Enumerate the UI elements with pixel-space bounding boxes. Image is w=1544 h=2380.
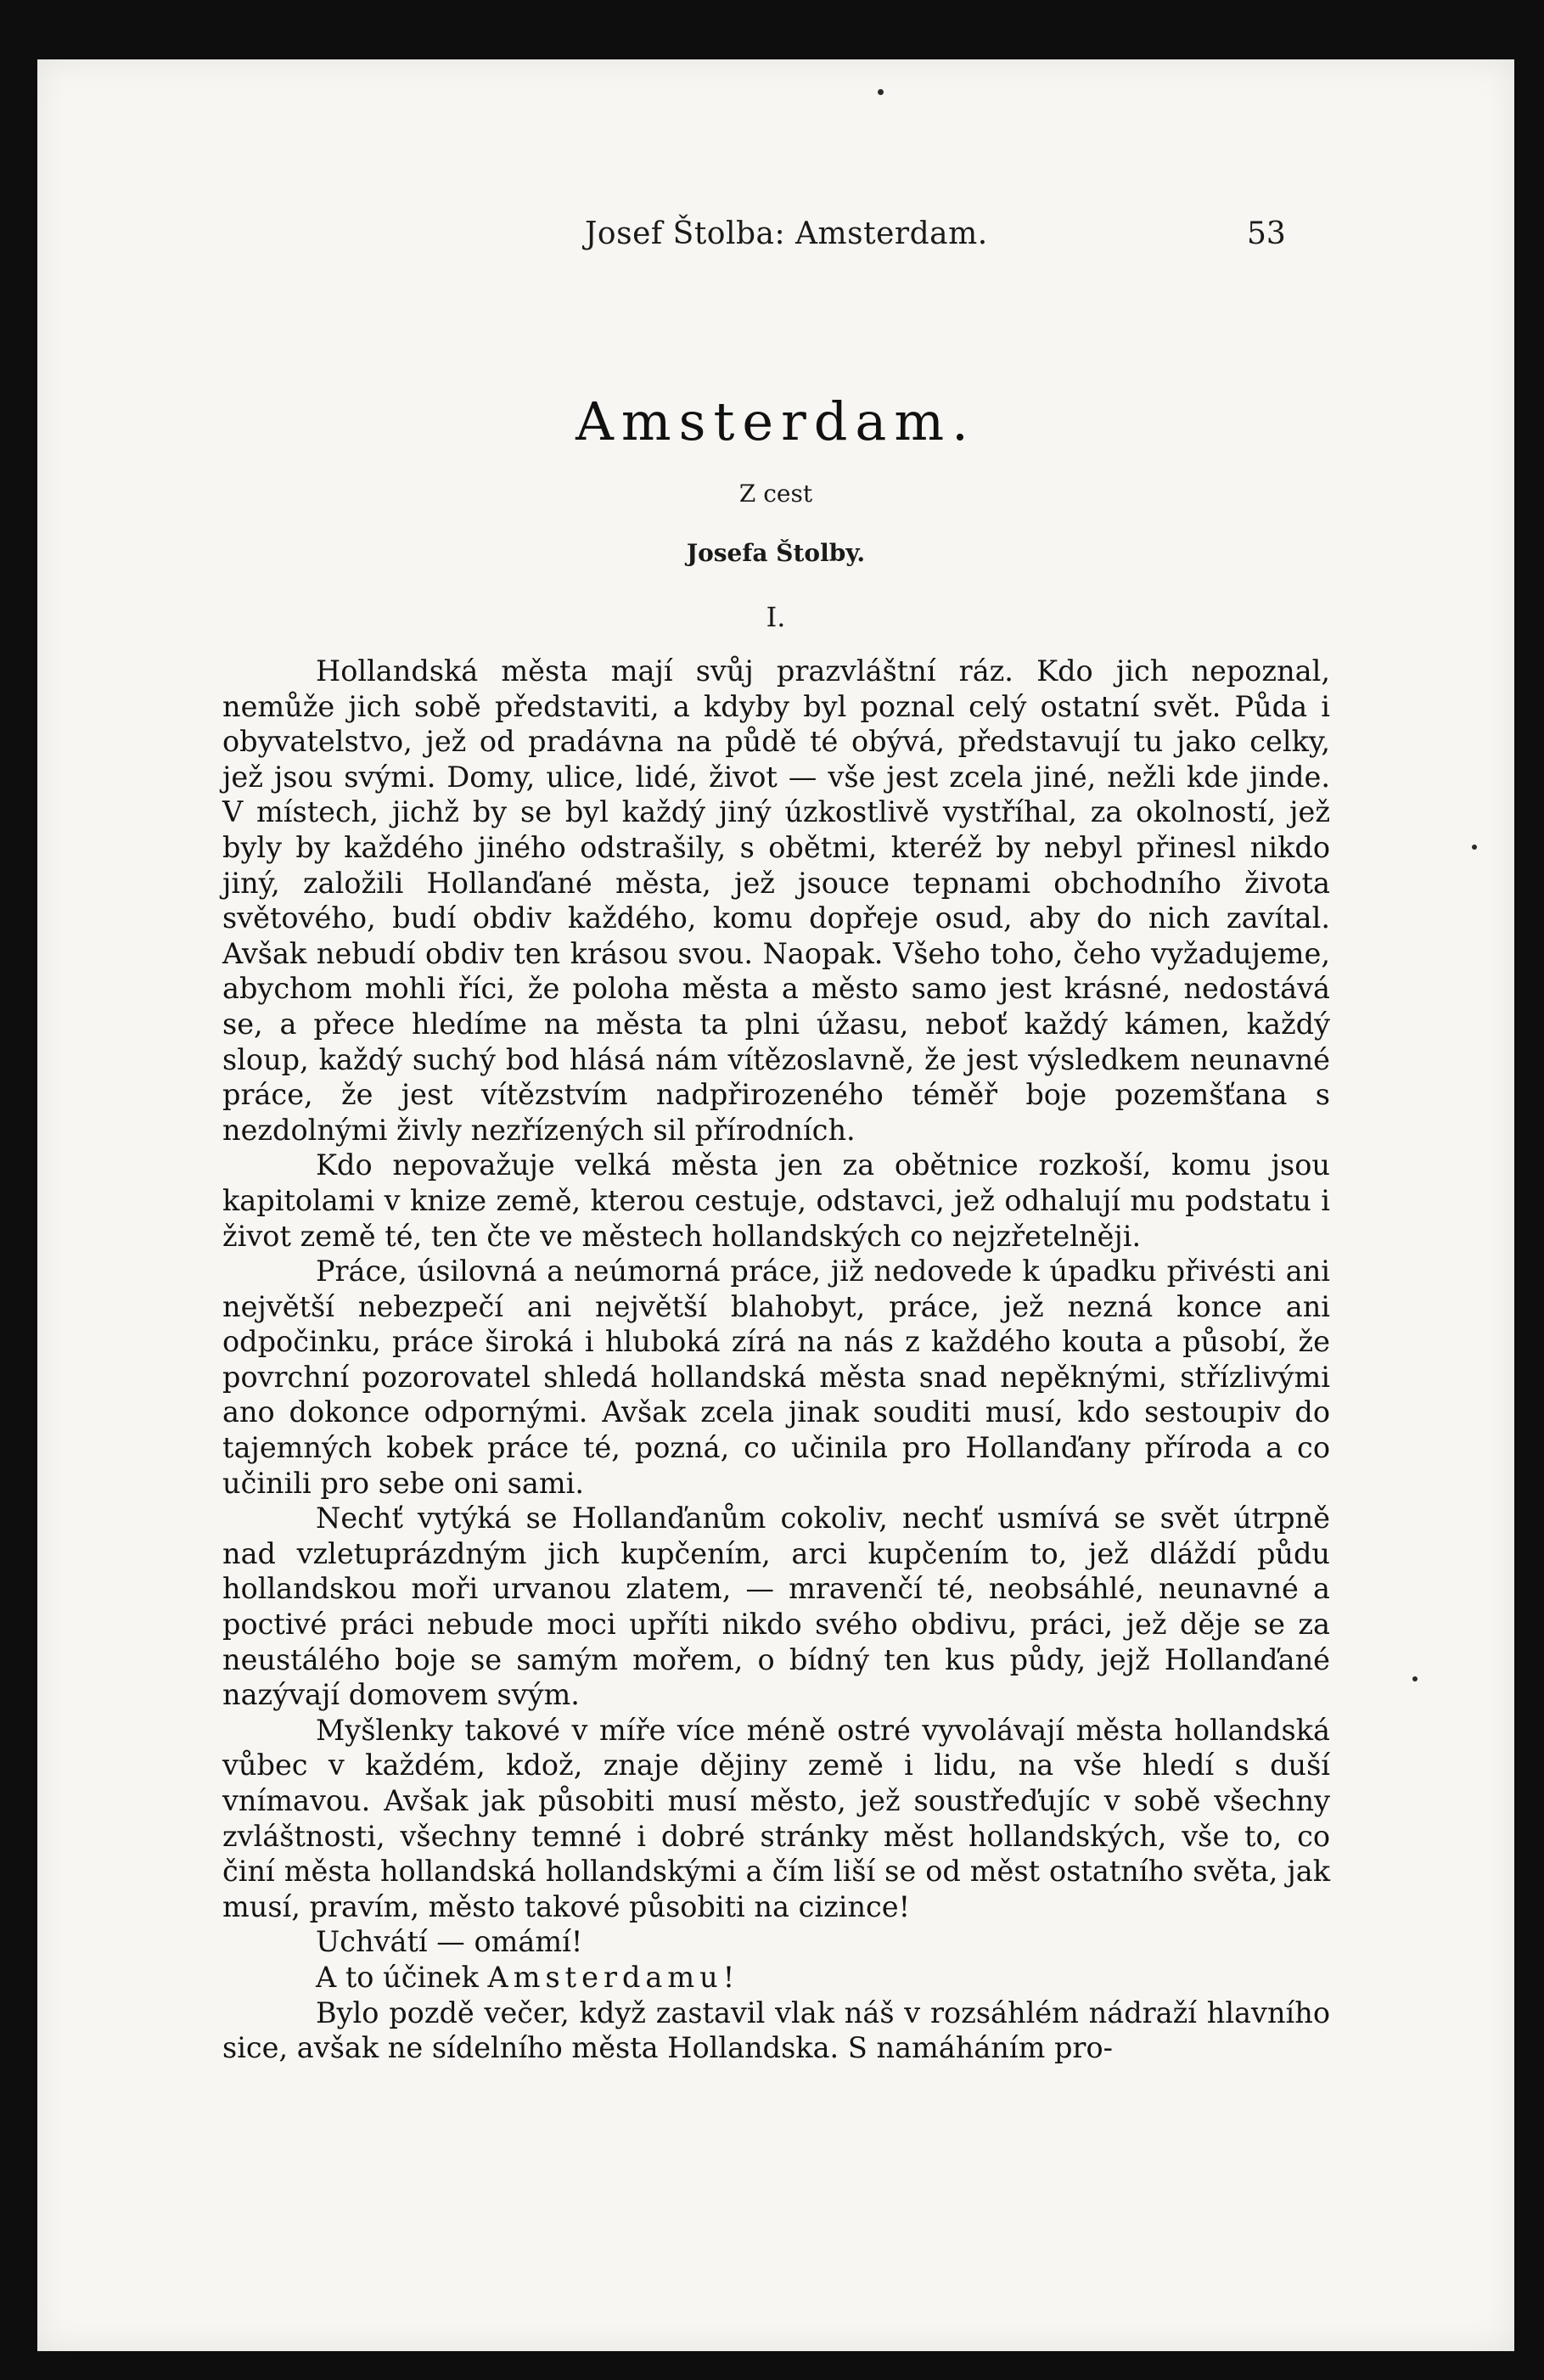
scan-speck <box>1412 1676 1418 1681</box>
book-page <box>37 59 1514 2351</box>
paragraph: Práce, úsilovná a neúmorná práce, již nedovede k úpadku přivésti ani největší nebezpečí ani největší blahobyt, práce, jež nezná konce ani odpočinku, práce široká i hluboká zírá na nás z každého kouta a působí, že povrchní pozorovatel shledá hollandská města snad nepěknými, střízlivými ano dokonce odpornými. Avšak zcela jinak souditi musí, kdo sestoupiv do tajemných kobek práce té, pozná, co učinila pro Hollanďany příroda a co učinili pro sebe oni sami. <box>222 1255 1330 1500</box>
closing-lead: A to účinek <box>316 1960 479 1994</box>
running-head <box>37 216 1514 267</box>
paragraph: Bylo pozdě večer, když zastavil vlak náš v rozsáhlém nádraží hlavního sice, avšak ne sídelního města Hollandska. S namáháním pro- <box>222 1995 1330 2065</box>
article-subtitle: Z cest <box>738 480 813 508</box>
paragraph: Hollandská města mají svůj prazvláštní ráz. Kdo jich nepoznal, nemůže jich sobě představiti, a kdyby byl poznal celý ostatní svět. Půda i obyvatelstvo, jež od pradávna na půdě té obývá, představují tu jako celky, jež jsou svými. Domy, ulice, lidé, život — vše jest zcela jiné, nežli kde jinde. V místech, jichž by se byl každý jiný úzkostlivě vystříhal, za okolností, jež byly by každého jiného odstrašily, s obětmi, kteréž by nebyl přinesl nikdo jiný, založili Hollanďané města, jež jsouce tepnami obchodního života světového, budí obdiv každého, komu dopřeje osud, aby do nich zavítal. Avšak nebudí obdiv ten krásou svou. Naopak. Všeho toho, čeho vyžadujeme, abychom mohli říci, že poloha města a město samo jest krásné, nedostává se, a přece hledíme na města ta plni úžasu, neboť každý kámen, každý sloup, každý suchý bod hlásá nám vítězoslavně, že jest výsledkem neunavné práce, že jest vítězstvím nadpřirozeného téměř boje pozemšťana s nezdolnými živly nezřízených sil přírodních. <box>222 654 1330 1147</box>
paragraph: Kdo nepovažuje velká města jen za obětnice rozkoší, komu jsou kapitolami v knize země, kterou cestuje, odstavci, jež odhalují mu podstatu i život země té, ten čte ve městech hollandských co nejzřetelněji. <box>222 1148 1330 1253</box>
running-head-title: Josef Štolba: Amsterdam. <box>585 216 988 251</box>
paragraph: Uchvátí — omámí! <box>316 1925 583 1959</box>
article-author: Josefa Štolby. <box>686 539 866 567</box>
section-number: I. <box>766 601 786 633</box>
closing-emphasis: Amsterdamu! <box>487 1960 740 1994</box>
scan-speck <box>878 89 884 95</box>
page-number: 53 <box>1247 216 1286 251</box>
closing-line <box>222 1960 1330 1995</box>
paragraph: Myšlenky takové v míře více méně ostré vyvolávají města hollandská vůbec v každém, kdož, znaje dějiny země i lidu, na vše hledí s duší vnímavou. Avšak jak působiti musí město, jež soustřeďujíc v sobě všechny zvláštnosti, všechny temné i dobré stránky měst hollandských, vše to, co činí města hollandská hollandskými a čím liší se od měst ostatního světa, jak musí, pravím, město takové působiti na cizince! <box>222 1713 1330 1923</box>
paragraph: Nechť vytýká se Hollanďanům cokoliv, nechť usmívá se svět útrpně nad vzletuprázdným jich kupčením, arci kupčením to, jež dláždí půdu hollandskou moři urvanou zlatem, — mravenčí té, neobsáhlé, neunavné a poctivé práci nebude moci upříti nikdo svého obdivu, práci, jež děje se za neustálého boje se samým mořem, o bídný ten kus půdy, jejž Hollanďané nazývají domovem svým. <box>222 1502 1330 1712</box>
scan-speck <box>1472 845 1477 850</box>
article-title: Amsterdam. <box>575 390 976 452</box>
body-text <box>222 654 1330 2066</box>
